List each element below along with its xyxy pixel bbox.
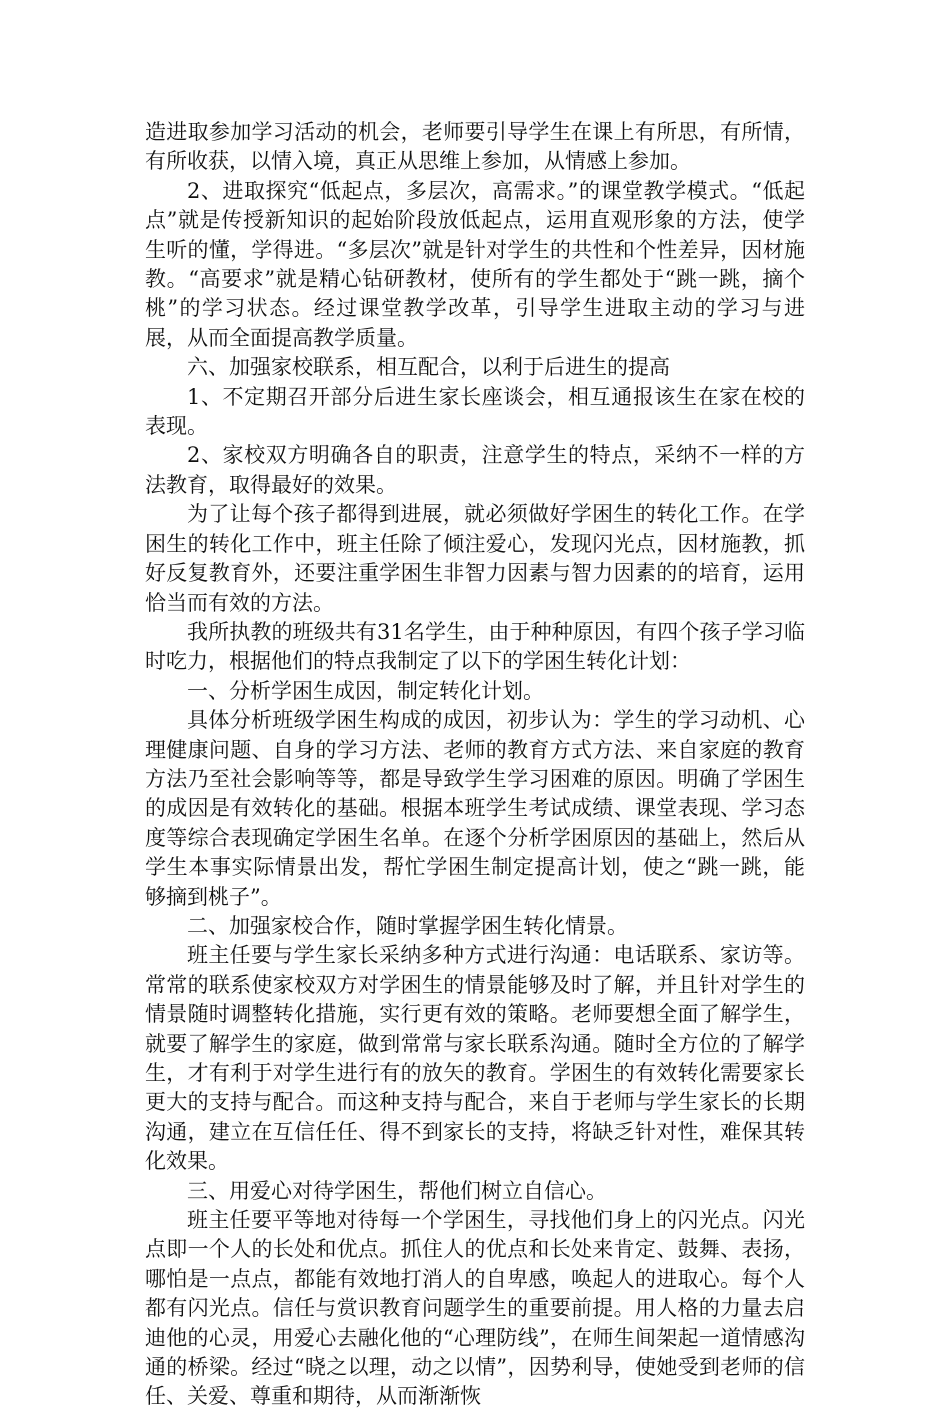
section-heading-one: 一、分析学困生成因，制定转化计划。 — [187, 678, 544, 703]
paragraph-intro: 为了让每个孩子都得到进展，就必须做好学困生的转化工作。在学困生的转化工作中，班主任除了倾注爱心，发现闪光点，因材施教，抓好反复教育外，还要注重学困生非智力因素与智力因素的的培育，运用恰当而有效的方法。 — [145, 502, 805, 615]
paragraph-class-info: 我所执教的班级共有31名学生，由于种种原因，有四个孩子学习临时吃力，根据他们的特点我制定了以下的学困生转化计划： — [145, 619, 805, 674]
paragraph-parent-meeting: 1、不定期召开部分后进生家长座谈会，相互通报该生在家在校的表现。 — [145, 384, 805, 439]
paragraph-home-school-duties: 2、家校双方明确各自的职责，注意学生的特点，采纳不一样的方法教育，取得最好的效果。 — [145, 443, 805, 497]
section-heading-two: 二、加强家校合作，随时掌握学困生转化情景。 — [187, 913, 628, 938]
document-page — [145, 118, 805, 1412]
section-heading-six: 六、加强家校联系，相互配合，以利于后进生的提高 — [187, 355, 670, 380]
paragraph-cooperation: 班主任要与学生家长采纳多种方式进行沟通：电话联系、家访等。常常的联系使家校双方对学困生的情景能够及时了解，并且针对学生的情景随时调整转化措施，实行更有效的策略。老师要想全面了解学生，就要了解学生的家庭，做到常常与家长联系沟通。随时全方位的了解学生，才有利于对学生进行有的放矢的教育。学困生的有效转化需要家长更大的支持与配合。而这种支持与配合，来自于老师与学生家长的长期沟通，建立在互信任任、得不到家长的支持，将缺乏针对性，难保其转化效果。 — [145, 943, 805, 1174]
section-heading-three: 三、用爱心对待学困生，帮他们树立自信心。 — [187, 1178, 607, 1203]
paragraph-continuation: 造进取参加学习活动的机会，老师要引导学生在课上有所思，有所情，有所收获，以情入境，真正从思维上参加，从情感上参加。 — [145, 120, 805, 174]
paragraph-analysis: 具体分析班级学困生构成的成因，初步认为：学生的学习动机、心理健康问题、自身的学习方法、老师的教育方式方法、来自家庭的教育方法乃至社会影响等等，都是导致学生学习困难的原因。明确了学困生的成因是有效转化的基础。根据本班学生考试成绩、课堂表现、学习态度等综合表现确定学困生名单。在逐个分析学困原因的基础上，然后从学生本事实际情景出发，帮忙学困生制定提高计划，使之“跳一跳，能够摘到桃子”。 — [145, 708, 805, 909]
paragraph-teaching-mode: 2、进取探究“低起点，多层次，高需求。”的课堂教学模式。“低起点”就是传授新知识的起始阶段放低起点，运用直观形象的方法，使学生听的懂，学得进。“多层次”就是针对学生的共性和个性差异，因材施教。“高要求”就是精心钻研教材，使所有的学生都处于“跳一跳，摘个桃”的学习状态。经过课堂教学改革，引导学生进取主动的学习与进展，从而全面提高教学质量。 — [145, 178, 805, 350]
paragraph-love: 班主任要平等地对待每一个学困生，寻找他们身上的闪光点。闪光点即一个人的长处和优点。抓住人的优点和长处来肯定、鼓舞、表扬，哪怕是一点点，都能有效地打消人的自卑感，唤起人的进取心。每个人都有闪光点。信任与赏识教育问题学生的重要前提。用人格的力量去启迪他的心灵，用爱心去融化他的“心理防线”，在师生间架起一道情感沟通的桥梁。经过“晓之以理，动之以情”，因势利导，使她受到老师的信任、关爱、尊重和期待，从而渐渐恢 — [145, 1208, 805, 1409]
